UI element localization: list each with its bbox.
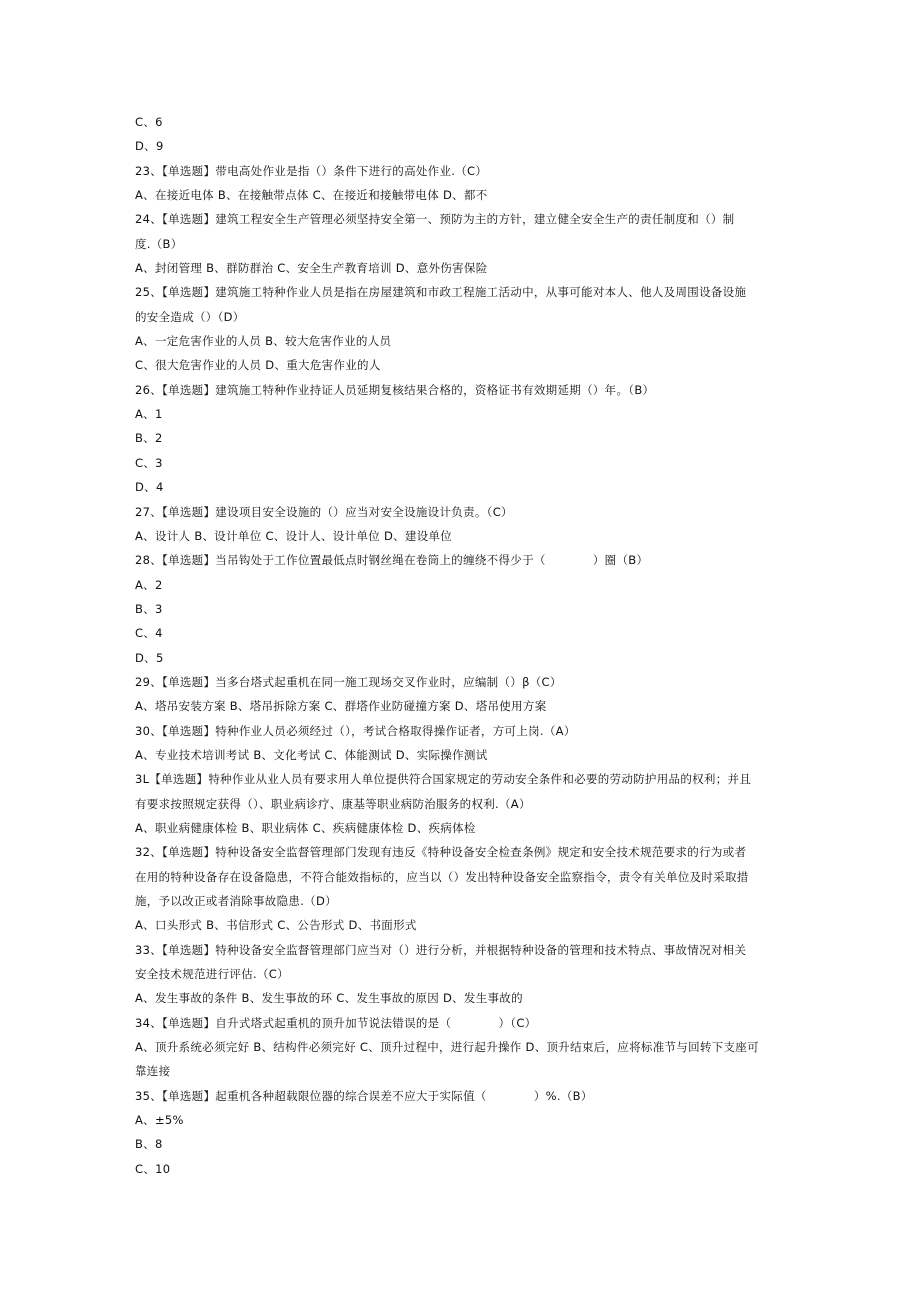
text-line: D、5	[135, 650, 164, 665]
text-line: A、在接近电体 B、在接触带点体 C、在接近和接触带电体 D、都不	[135, 188, 488, 203]
text-line: A、设计人 B、设计单位 C、设计人、设计单位 D、建设单位	[135, 528, 453, 543]
text-line: D、4	[135, 480, 164, 495]
text-line: 的安全造成（）（D）	[135, 309, 245, 324]
text-line: C、10	[135, 1161, 171, 1176]
text-line: A、顶升系统必须完好 B、结构件必须完好 C、顶升过程中，进行起升操作 D、顶升结束后，应将标准节与回转下支座可	[135, 1040, 759, 1055]
text-line: B、8	[135, 1137, 163, 1152]
text-line: C、6	[135, 115, 163, 129]
text-line: 安全技术规范进行评估.（C）	[135, 967, 289, 982]
text-line: 度.（B）	[135, 236, 183, 251]
text-line: D、9	[135, 139, 164, 154]
text-line: A、2	[135, 577, 163, 592]
text-line: 32、【单选题】特种设备安全监督管理部门发现有违反《特种设备安全检查条例》规定和安全技术规范要求的行为或者	[135, 845, 747, 860]
text-line: 30、【单选题】特种作业人员必须经过（），考试合格取得操作证者，方可上岗.（A）	[135, 723, 576, 738]
text-line: A、塔吊安装方案 B、塔吊拆除方案 C、群塔作业防碰撞方案 D、塔吊使用方案	[135, 699, 547, 714]
text-line: A、职业病健康体检 B、职业病体 C、疾病健康体检 D、疾病体检	[135, 820, 476, 835]
text-line: 24、【单选题】建筑工程安全生产管理必须坚持安全第一、预防为主的方针，建立健全安全生产的责任制度和（）制	[135, 212, 735, 227]
text-line: 33、【单选题】特种设备安全监督管理部门应当对（）进行分析，并根据特种设备的管理和技术特点、事故情况对相关	[135, 942, 747, 957]
text-line: 34、【单选题】自升式塔式起重机的顶升加节说法错误的是（ ）（C）	[135, 1015, 537, 1030]
text-line: A、封闭管理 B、群防群治 C、安全生产教育培训 D、意外伤害保险	[135, 261, 488, 276]
text-line: 靠连接	[135, 1064, 171, 1079]
text-line: A、一定危害作业的人员 B、较大危害作业的人员	[135, 334, 392, 349]
text-line: 35、【单选题】起重机各种超载限位器的综合误差不应大于实际值（ ）%.（B）	[135, 1088, 593, 1103]
document-body	[135, 110, 785, 1181]
text-line: 26、【单选题】建筑施工特种作业持证人员延期复核结果合格的，资格证书有效期延期（）年。（B）	[135, 382, 655, 397]
text-line: 23、【单选题】带电高处作业是指（）条件下进行的高处作业.（C）	[135, 163, 488, 178]
text-line: 27、【单选题】建设项目安全设施的（）应当对安全设施设计负责。（C）	[135, 504, 513, 519]
text-line: 25、【单选题】建筑施工特种作业人员是指在房屋建筑和市政工程施工活动中，从事可能对本人、他人及周围设备设施	[135, 285, 747, 300]
text-line: C、很大危害作业的人员 D、重大危害作业的人	[135, 358, 381, 373]
text-line: 施，予以改正或者消除事故隐患.（D）	[135, 894, 337, 908]
text-line: 3L【单选题】特种作业从业人员有要求用人单位提供符合国家规定的劳动安全条件和必要的劳动防护用品的权利；并且	[135, 772, 752, 787]
text-line: A、1	[135, 407, 163, 422]
text-line: A、±5%	[135, 1113, 184, 1128]
text-line: B、3	[135, 601, 163, 616]
text-line: 28、【单选题】当吊钩处于工作位置最低点时钢丝绳在卷筒上的缠绕不得少于（ ）圈（B）	[135, 553, 649, 568]
text-line: A、口头形式 B、书信形式 C、公告形式 D、书面形式	[135, 918, 417, 933]
text-line: A、专业技术培训考试 B、文化考试 C、体能测试 D、实际操作测试	[135, 747, 488, 762]
text-line: C、3	[135, 455, 163, 470]
text-line: 有要求按照规定获得（）、职业病诊疗、康基等职业病防治服务的权利.（A）	[135, 796, 531, 811]
text-line: B、2	[135, 431, 163, 446]
text-line: A、发生事故的条件 B、发生事故的环 C、发生事故的原因 D、发生事故的	[135, 991, 523, 1006]
text-line: 29、【单选题】当多台塔式起重机在同一施工现场交叉作业时，应编制（）β（C）	[135, 674, 562, 689]
text-line: C、4	[135, 626, 163, 641]
text-line: 在用的特种设备存在设备隐患，不符合能效指标的，应当以（）发出特种设备安全监察指令，责令有关单位及时采取措	[135, 869, 749, 884]
